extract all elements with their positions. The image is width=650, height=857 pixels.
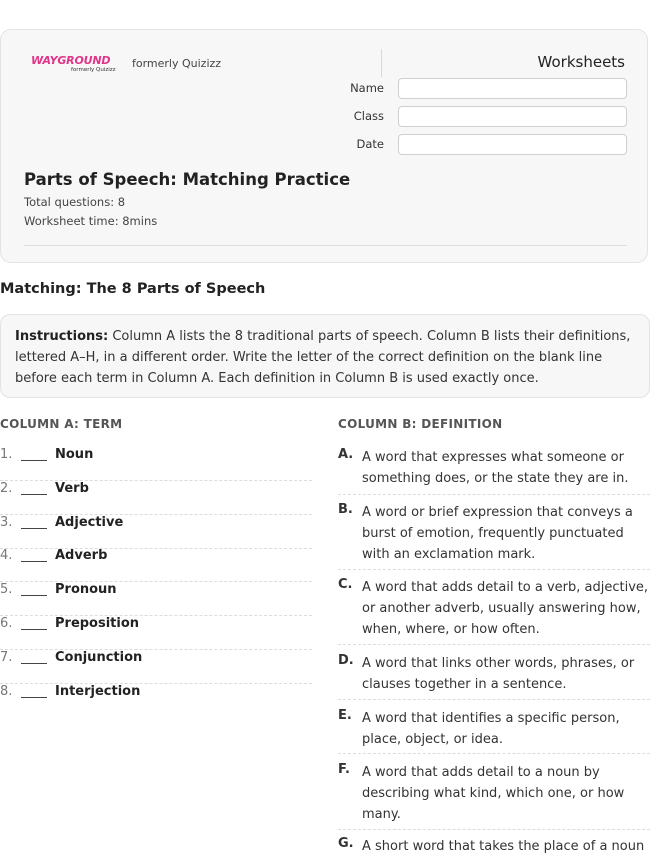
definition-letter: B. — [338, 502, 353, 517]
instructions-label: Instructions: — [15, 329, 109, 344]
term-number: 7. — [0, 650, 13, 665]
definition-text: A word that adds detail to a verb, adjective, or another adverb, usually answering how, when, where, or how often. — [362, 580, 649, 637]
term-number: 8. — [0, 684, 13, 699]
term-number: 1. — [0, 447, 13, 462]
definition-letter: A. — [338, 447, 354, 462]
definition-row — [338, 708, 650, 754]
answer-blank[interactable] — [21, 663, 47, 664]
name-field[interactable] — [398, 78, 627, 99]
term-row — [0, 481, 312, 515]
worksheets-title: Worksheets — [537, 53, 625, 71]
definition-row — [338, 577, 650, 645]
term-label: Noun — [55, 447, 94, 462]
definition-text: A word that adds detail to a noun by describing what kind, which one, or how many. — [362, 765, 625, 822]
header-divider — [381, 49, 382, 77]
worksheet-header — [0, 29, 648, 263]
term-label: Preposition — [55, 616, 140, 631]
term-label: Verb — [55, 481, 89, 496]
definition-letter: F. — [338, 762, 350, 777]
logo-subtext: formerly Quizizz — [71, 67, 116, 73]
answer-blank[interactable] — [21, 561, 47, 562]
term-row — [0, 548, 312, 582]
answer-blank[interactable] — [21, 460, 47, 461]
date-field[interactable] — [398, 134, 627, 155]
definition-letter: G. — [338, 836, 354, 851]
term-number: 4. — [0, 548, 13, 563]
column-a-heading: COLUMN A: TERM — [0, 417, 123, 431]
instructions-text: Column A lists the 8 traditional parts of speech. Column B lists their definitions, lettered A–H, in a different order. Write the letter of the correct definition on the blank line before each term in Column A. Each definition in Column B is used exactly once. — [15, 329, 631, 386]
term-number: 3. — [0, 515, 13, 530]
definition-row — [338, 502, 650, 570]
answer-blank[interactable] — [21, 595, 47, 596]
class-label: Class — [353, 109, 384, 123]
term-label: Adverb — [55, 548, 108, 563]
definition-row — [338, 836, 650, 856]
term-label: Adjective — [55, 515, 124, 530]
class-field[interactable] — [398, 106, 627, 127]
definition-text: A short word that takes the place of a noun — [362, 839, 645, 854]
answer-blank[interactable] — [21, 528, 47, 529]
definition-row — [338, 447, 650, 495]
term-label: Interjection — [55, 684, 141, 699]
term-label: Conjunction — [55, 650, 143, 665]
header-bottom-divider — [24, 245, 627, 246]
answer-blank[interactable] — [21, 494, 47, 495]
section-title: Matching: The 8 Parts of Speech — [0, 281, 266, 297]
definition-row — [338, 653, 650, 700]
definition-letter: D. — [338, 653, 354, 668]
logo-wordmark: WAYGROUND — [31, 54, 111, 67]
wayground-logo — [31, 54, 117, 76]
worksheet-time: Worksheet time: 8mins — [24, 214, 158, 228]
definition-text: A word that links other words, phrases, or clauses together in a sentence. — [362, 656, 635, 692]
definition-text: A word that identifies a specific person, place, object, or idea. — [362, 711, 620, 747]
document-title: Parts of Speech: Matching Practice — [24, 170, 351, 189]
answer-blank[interactable] — [21, 697, 47, 698]
term-row — [0, 447, 312, 481]
definition-text: A word or brief expression that conveys a burst of emotion, frequently punctuated with an exclamation mark. — [362, 505, 633, 562]
definition-text: A word that expresses what someone or something does, or the state they are in. — [362, 450, 629, 486]
date-label: Date — [356, 137, 384, 151]
term-row — [0, 582, 312, 616]
definition-letter: C. — [338, 577, 353, 592]
formerly-quizizz-label: formerly Quizizz — [132, 57, 222, 70]
term-number: 2. — [0, 481, 13, 496]
term-row — [0, 616, 312, 650]
term-number: 6. — [0, 616, 13, 631]
total-questions: Total questions: 8 — [24, 195, 126, 209]
term-row — [0, 515, 312, 549]
definition-letter: E. — [338, 708, 352, 723]
term-number: 5. — [0, 582, 13, 597]
term-row — [0, 650, 312, 684]
answer-blank[interactable] — [21, 629, 47, 630]
instructions-box — [0, 314, 650, 398]
term-row — [0, 684, 312, 718]
name-label: Name — [350, 81, 384, 95]
definition-row — [338, 762, 650, 830]
term-label: Pronoun — [55, 582, 117, 597]
column-b-heading: COLUMN B: DEFINITION — [338, 417, 503, 431]
